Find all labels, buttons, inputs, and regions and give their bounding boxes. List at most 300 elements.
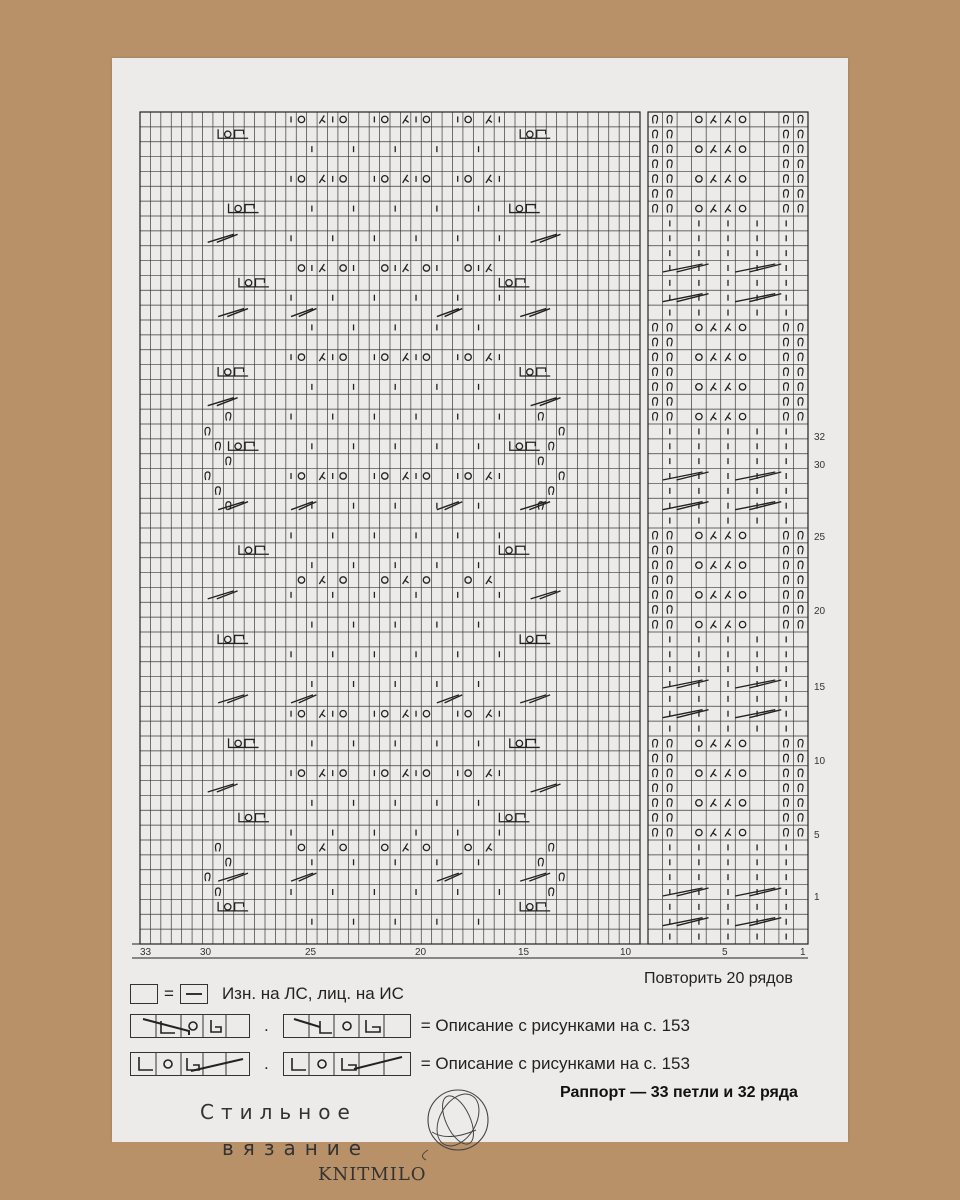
cable-cross-symbol xyxy=(208,398,238,406)
decrease-symbol xyxy=(403,769,409,777)
cable-cross-symbol xyxy=(208,784,238,792)
twisted-stitch xyxy=(798,205,803,213)
yarn-over-symbol xyxy=(382,265,388,271)
twisted-stitch xyxy=(559,873,564,881)
cable-cross-symbol xyxy=(520,873,550,881)
twisted-stitch xyxy=(798,814,803,822)
twisted-stitch xyxy=(798,561,803,569)
cable-cross-symbol xyxy=(735,710,781,718)
twisted-stitch xyxy=(798,606,803,614)
yarn-over-symbol xyxy=(382,711,388,717)
yarn-over-symbol xyxy=(739,621,745,627)
yarn-over-symbol xyxy=(516,205,522,211)
cable-bracket-symbol xyxy=(520,367,550,376)
decrease-symbol xyxy=(710,175,716,183)
cable-symbol-b1-icon xyxy=(130,1052,250,1076)
twisted-stitch xyxy=(784,531,789,539)
decrease-symbol xyxy=(486,115,492,123)
cable-bracket-symbol xyxy=(510,738,540,747)
twisted-stitch xyxy=(653,829,658,837)
decrease-symbol xyxy=(319,115,325,123)
twisted-stitch xyxy=(784,205,789,213)
twisted-stitch xyxy=(798,323,803,331)
cable-cross-symbol xyxy=(437,873,462,881)
decrease-symbol xyxy=(710,739,716,747)
yarn-over-symbol xyxy=(696,532,702,538)
twisted-stitch xyxy=(667,576,672,584)
twisted-stitch xyxy=(798,338,803,346)
twisted-stitch xyxy=(667,739,672,747)
decrease-symbol xyxy=(710,205,716,213)
yarn-over-symbol xyxy=(506,815,512,821)
yarn-over-symbol xyxy=(235,740,241,746)
twisted-stitch xyxy=(784,739,789,747)
twisted-stitch xyxy=(784,160,789,168)
twisted-stitch xyxy=(667,814,672,822)
yarn-over-symbol xyxy=(465,577,471,583)
yarn-over-symbol xyxy=(235,443,241,449)
yarn-over-symbol xyxy=(423,770,429,776)
yarn-over-symbol xyxy=(298,116,304,122)
decrease-symbol xyxy=(319,472,325,480)
twisted-stitch xyxy=(653,814,658,822)
cable-cross-symbol xyxy=(291,873,316,881)
twisted-stitch xyxy=(549,442,554,450)
twisted-stitch xyxy=(653,338,658,346)
legend-row-cable-b xyxy=(130,1052,690,1076)
twisted-stitch xyxy=(653,561,658,569)
twisted-stitch xyxy=(798,353,803,361)
twisted-stitch xyxy=(667,190,672,198)
twisted-stitch xyxy=(226,413,231,421)
yarn-over-symbol xyxy=(516,443,522,449)
twisted-stitch xyxy=(784,769,789,777)
cable-bracket-symbol xyxy=(510,204,540,213)
twisted-stitch xyxy=(798,130,803,138)
decrease-symbol xyxy=(486,710,492,718)
row-number: 32 xyxy=(814,432,826,443)
legend-dot-a: . xyxy=(264,1016,269,1035)
decrease-symbol xyxy=(403,710,409,718)
twisted-stitch xyxy=(653,621,658,629)
yarn-ball-icon xyxy=(418,1082,498,1162)
yarn-over-symbol xyxy=(298,711,304,717)
decrease-symbol xyxy=(710,799,716,807)
twisted-stitch xyxy=(667,368,672,376)
twisted-stitch xyxy=(784,353,789,361)
cable-cross-symbol xyxy=(520,695,550,703)
yarn-over-symbol xyxy=(382,770,388,776)
yarn-over-symbol xyxy=(245,547,251,553)
decrease-symbol xyxy=(725,591,731,599)
yarn-over-symbol xyxy=(298,844,304,850)
cable-bracket-symbol xyxy=(229,441,259,450)
column-number: 1 xyxy=(800,947,806,958)
twisted-stitch xyxy=(784,621,789,629)
yarn-over-symbol xyxy=(739,176,745,182)
decrease-symbol xyxy=(725,353,731,361)
cable-cross-symbol xyxy=(208,591,238,599)
twisted-stitch xyxy=(667,561,672,569)
yarn-over-symbol xyxy=(739,354,745,360)
twisted-stitch xyxy=(538,457,543,465)
cable-cross-symbol xyxy=(437,502,462,510)
twisted-stitch xyxy=(784,115,789,123)
yarn-over-symbol xyxy=(696,146,702,152)
yarn-over-symbol xyxy=(696,592,702,598)
yarn-over-symbol xyxy=(739,740,745,746)
yarn-over-symbol xyxy=(382,473,388,479)
twisted-stitch xyxy=(667,769,672,777)
twisted-stitch xyxy=(653,591,658,599)
twisted-stitch xyxy=(215,487,220,495)
twisted-stitch xyxy=(798,160,803,168)
decrease-symbol xyxy=(710,383,716,391)
twisted-stitch xyxy=(798,829,803,837)
cable-cross-symbol xyxy=(437,309,462,317)
twisted-stitch xyxy=(784,175,789,183)
decrease-symbol xyxy=(725,531,731,539)
decrease-symbol xyxy=(725,323,731,331)
yarn-over-symbol xyxy=(340,711,346,717)
yarn-over-symbol xyxy=(340,354,346,360)
repeat-label: Повторить 20 рядов xyxy=(644,970,793,987)
cable-bracket-symbol xyxy=(229,204,259,213)
column-number: 30 xyxy=(200,947,212,958)
yarn-over-symbol xyxy=(423,116,429,122)
twisted-stitch xyxy=(798,368,803,376)
decrease-symbol xyxy=(319,710,325,718)
twisted-stitch xyxy=(784,190,789,198)
decrease-symbol xyxy=(319,175,325,183)
yarn-over-symbol xyxy=(340,265,346,271)
cable-cross-symbol xyxy=(735,680,781,688)
legend-row-cable-a xyxy=(130,1014,690,1038)
twisted-stitch xyxy=(667,160,672,168)
cable-bracket-symbol xyxy=(520,902,550,911)
decrease-symbol xyxy=(710,531,716,539)
yarn-over-symbol xyxy=(739,205,745,211)
yarn-over-symbol xyxy=(465,265,471,271)
twisted-stitch xyxy=(798,413,803,421)
dash-square-icon xyxy=(180,984,208,1004)
brand-title-line1: Стильное xyxy=(200,1100,357,1124)
yarn-over-symbol xyxy=(423,711,429,717)
yarn-over-symbol xyxy=(245,280,251,286)
column-number: 25 xyxy=(305,947,317,958)
twisted-stitch xyxy=(653,205,658,213)
twisted-stitch xyxy=(653,115,658,123)
yarn-over-symbol xyxy=(245,815,251,821)
decrease-symbol xyxy=(710,145,716,153)
yarn-over-symbol xyxy=(298,265,304,271)
cable-bracket-symbol xyxy=(229,738,259,747)
twisted-stitch xyxy=(549,888,554,896)
decrease-symbol xyxy=(403,353,409,361)
twisted-stitch xyxy=(549,843,554,851)
twisted-stitch xyxy=(538,413,543,421)
yarn-over-symbol xyxy=(506,280,512,286)
cable-cross-symbol xyxy=(531,398,561,406)
legend-row-purl xyxy=(130,984,404,1004)
yarn-over-symbol xyxy=(739,829,745,835)
yarn-over-symbol xyxy=(298,176,304,182)
decrease-symbol xyxy=(486,264,492,272)
cable-cross-symbol xyxy=(291,695,316,703)
yarn-over-symbol xyxy=(465,176,471,182)
twisted-stitch xyxy=(784,591,789,599)
yarn-over-symbol xyxy=(696,205,702,211)
decrease-symbol xyxy=(710,323,716,331)
yarn-over-symbol xyxy=(465,116,471,122)
twisted-stitch xyxy=(667,621,672,629)
yarn-over-symbol xyxy=(382,354,388,360)
cable-symbol-b2-icon xyxy=(283,1052,411,1076)
twisted-stitch xyxy=(784,338,789,346)
decrease-symbol xyxy=(403,472,409,480)
twisted-stitch xyxy=(667,606,672,614)
yarn-over-symbol xyxy=(298,770,304,776)
cable-cross-symbol xyxy=(735,502,781,510)
yarn-over-symbol xyxy=(739,146,745,152)
yarn-over-symbol xyxy=(527,904,533,910)
twisted-stitch xyxy=(653,531,658,539)
decrease-symbol xyxy=(319,576,325,584)
twisted-stitch xyxy=(653,769,658,777)
twisted-stitch xyxy=(784,323,789,331)
yarn-over-symbol xyxy=(739,116,745,122)
decrease-symbol xyxy=(710,829,716,837)
twisted-stitch xyxy=(784,145,789,153)
yarn-over-symbol xyxy=(225,636,231,642)
yarn-over-symbol xyxy=(465,473,471,479)
yarn-over-symbol xyxy=(696,770,702,776)
cable-cross-symbol xyxy=(208,234,238,242)
twisted-stitch xyxy=(653,383,658,391)
yarn-over-symbol xyxy=(739,770,745,776)
yarn-over-symbol xyxy=(298,577,304,583)
yarn-over-symbol xyxy=(382,116,388,122)
decrease-symbol xyxy=(725,829,731,837)
yarn-over-symbol xyxy=(739,532,745,538)
twisted-stitch xyxy=(798,398,803,406)
yarn-over-symbol xyxy=(696,621,702,627)
legend-equals: = xyxy=(164,984,174,1003)
decrease-symbol xyxy=(319,353,325,361)
cable-cross-symbol xyxy=(735,472,781,480)
yarn-over-symbol xyxy=(298,473,304,479)
yarn-over-symbol xyxy=(696,384,702,390)
twisted-stitch xyxy=(653,175,658,183)
cable-bracket-symbol xyxy=(520,129,550,138)
twisted-stitch xyxy=(667,784,672,792)
twisted-stitch xyxy=(798,769,803,777)
row-number: 30 xyxy=(814,460,826,471)
yarn-over-symbol xyxy=(340,577,346,583)
cable-bracket-symbol xyxy=(239,813,269,822)
twisted-stitch xyxy=(798,576,803,584)
decrease-symbol xyxy=(725,413,731,421)
row-number: 20 xyxy=(814,606,826,617)
yarn-over-symbol xyxy=(423,844,429,850)
twisted-stitch xyxy=(667,591,672,599)
decrease-symbol xyxy=(486,769,492,777)
twisted-stitch xyxy=(667,383,672,391)
twisted-stitch xyxy=(653,160,658,168)
twisted-stitch xyxy=(667,353,672,361)
decrease-symbol xyxy=(486,576,492,584)
cable-bracket-symbol xyxy=(499,278,529,287)
decrease-symbol xyxy=(710,591,716,599)
twisted-stitch xyxy=(784,383,789,391)
cable-cross-symbol xyxy=(218,309,248,317)
twisted-stitch xyxy=(667,754,672,762)
yarn-over-symbol xyxy=(696,176,702,182)
twisted-stitch xyxy=(559,427,564,435)
decrease-symbol xyxy=(486,472,492,480)
row-number: 5 xyxy=(814,830,820,841)
legend-dot-b: . xyxy=(264,1054,269,1073)
twisted-stitch xyxy=(667,115,672,123)
legend-cable-a-text: = Описание с рисунками на с. 153 xyxy=(420,1016,690,1035)
yarn-over-symbol xyxy=(696,116,702,122)
twisted-stitch xyxy=(215,442,220,450)
yarn-over-symbol xyxy=(465,354,471,360)
twisted-stitch xyxy=(226,457,231,465)
cable-bracket-symbol xyxy=(218,634,248,643)
twisted-stitch xyxy=(798,190,803,198)
yarn-over-symbol xyxy=(465,844,471,850)
rapport-label: Раппорт — 33 петли и 32 ряда xyxy=(560,1084,798,1101)
yarn-over-symbol xyxy=(423,265,429,271)
twisted-stitch xyxy=(667,546,672,554)
twisted-stitch xyxy=(667,398,672,406)
yarn-over-symbol xyxy=(340,473,346,479)
column-number: 5 xyxy=(722,947,728,958)
twisted-stitch xyxy=(798,115,803,123)
yarn-over-symbol xyxy=(340,844,346,850)
decrease-symbol xyxy=(403,576,409,584)
yarn-over-symbol xyxy=(696,354,702,360)
cable-bracket-symbol xyxy=(239,545,269,554)
twisted-stitch xyxy=(653,145,658,153)
yarn-over-symbol xyxy=(465,770,471,776)
twisted-stitch xyxy=(784,368,789,376)
decrease-symbol xyxy=(725,175,731,183)
cable-bracket-symbol xyxy=(510,441,540,450)
column-number: 20 xyxy=(415,947,427,958)
decrease-symbol xyxy=(725,769,731,777)
twisted-stitch xyxy=(784,561,789,569)
cable-cross-symbol xyxy=(291,309,316,317)
decrease-symbol xyxy=(725,115,731,123)
yarn-over-symbol xyxy=(516,740,522,746)
twisted-stitch xyxy=(667,829,672,837)
yarn-over-symbol xyxy=(225,131,231,137)
decrease-symbol xyxy=(725,205,731,213)
chart-grid-main xyxy=(140,112,640,944)
yarn-over-symbol xyxy=(423,577,429,583)
twisted-stitch xyxy=(784,829,789,837)
twisted-stitch xyxy=(667,130,672,138)
cable-bracket-symbol xyxy=(218,367,248,376)
cable-bracket-symbol xyxy=(499,545,529,554)
yarn-over-symbol xyxy=(696,562,702,568)
yarn-over-symbol xyxy=(527,636,533,642)
twisted-stitch xyxy=(798,546,803,554)
decrease-symbol xyxy=(725,739,731,747)
yarn-over-symbol xyxy=(739,324,745,330)
yarn-over-symbol xyxy=(739,800,745,806)
twisted-stitch xyxy=(667,175,672,183)
yarn-over-symbol xyxy=(696,740,702,746)
column-number: 10 xyxy=(620,947,632,958)
twisted-stitch xyxy=(653,606,658,614)
empty-square-icon xyxy=(130,984,158,1004)
twisted-stitch xyxy=(667,323,672,331)
yarn-over-symbol xyxy=(739,592,745,598)
decrease-symbol xyxy=(725,621,731,629)
yarn-over-symbol xyxy=(696,324,702,330)
twisted-stitch xyxy=(784,130,789,138)
twisted-stitch xyxy=(205,472,210,480)
cable-bracket-symbol xyxy=(218,129,248,138)
yarn-over-symbol xyxy=(382,176,388,182)
decrease-symbol xyxy=(710,353,716,361)
row-number: 15 xyxy=(814,682,826,693)
twisted-stitch xyxy=(798,784,803,792)
twisted-stitch xyxy=(667,205,672,213)
twisted-stitch xyxy=(784,606,789,614)
yarn-over-symbol xyxy=(423,473,429,479)
decrease-symbol xyxy=(319,769,325,777)
yarn-over-symbol xyxy=(696,413,702,419)
yarn-over-symbol xyxy=(527,131,533,137)
twisted-stitch xyxy=(798,531,803,539)
twisted-stitch xyxy=(559,472,564,480)
yarn-over-symbol xyxy=(235,205,241,211)
yarn-over-symbol xyxy=(382,844,388,850)
cable-cross-symbol xyxy=(218,695,248,703)
twisted-stitch xyxy=(667,413,672,421)
twisted-stitch xyxy=(784,814,789,822)
twisted-stitch xyxy=(215,843,220,851)
decrease-symbol xyxy=(710,413,716,421)
twisted-stitch xyxy=(653,739,658,747)
decrease-symbol xyxy=(725,145,731,153)
decrease-symbol xyxy=(710,769,716,777)
yarn-over-symbol xyxy=(739,562,745,568)
twisted-stitch xyxy=(215,888,220,896)
cable-cross-symbol xyxy=(531,234,561,242)
cable-cross-symbol xyxy=(218,873,248,881)
cable-bracket-symbol xyxy=(239,278,269,287)
yarn-over-symbol xyxy=(340,770,346,776)
cable-cross-symbol xyxy=(531,784,561,792)
twisted-stitch xyxy=(784,413,789,421)
yarn-over-symbol xyxy=(340,176,346,182)
yarn-over-symbol xyxy=(506,547,512,553)
yarn-over-symbol xyxy=(225,369,231,375)
cable-cross-symbol xyxy=(735,888,781,896)
twisted-stitch xyxy=(226,858,231,866)
twisted-stitch xyxy=(784,576,789,584)
brand-logo-text: KNITMILO xyxy=(318,1164,427,1185)
yarn-over-symbol xyxy=(739,384,745,390)
cable-symbol-a2-icon xyxy=(283,1014,411,1038)
yarn-over-symbol xyxy=(382,577,388,583)
decrease-symbol xyxy=(403,264,409,272)
